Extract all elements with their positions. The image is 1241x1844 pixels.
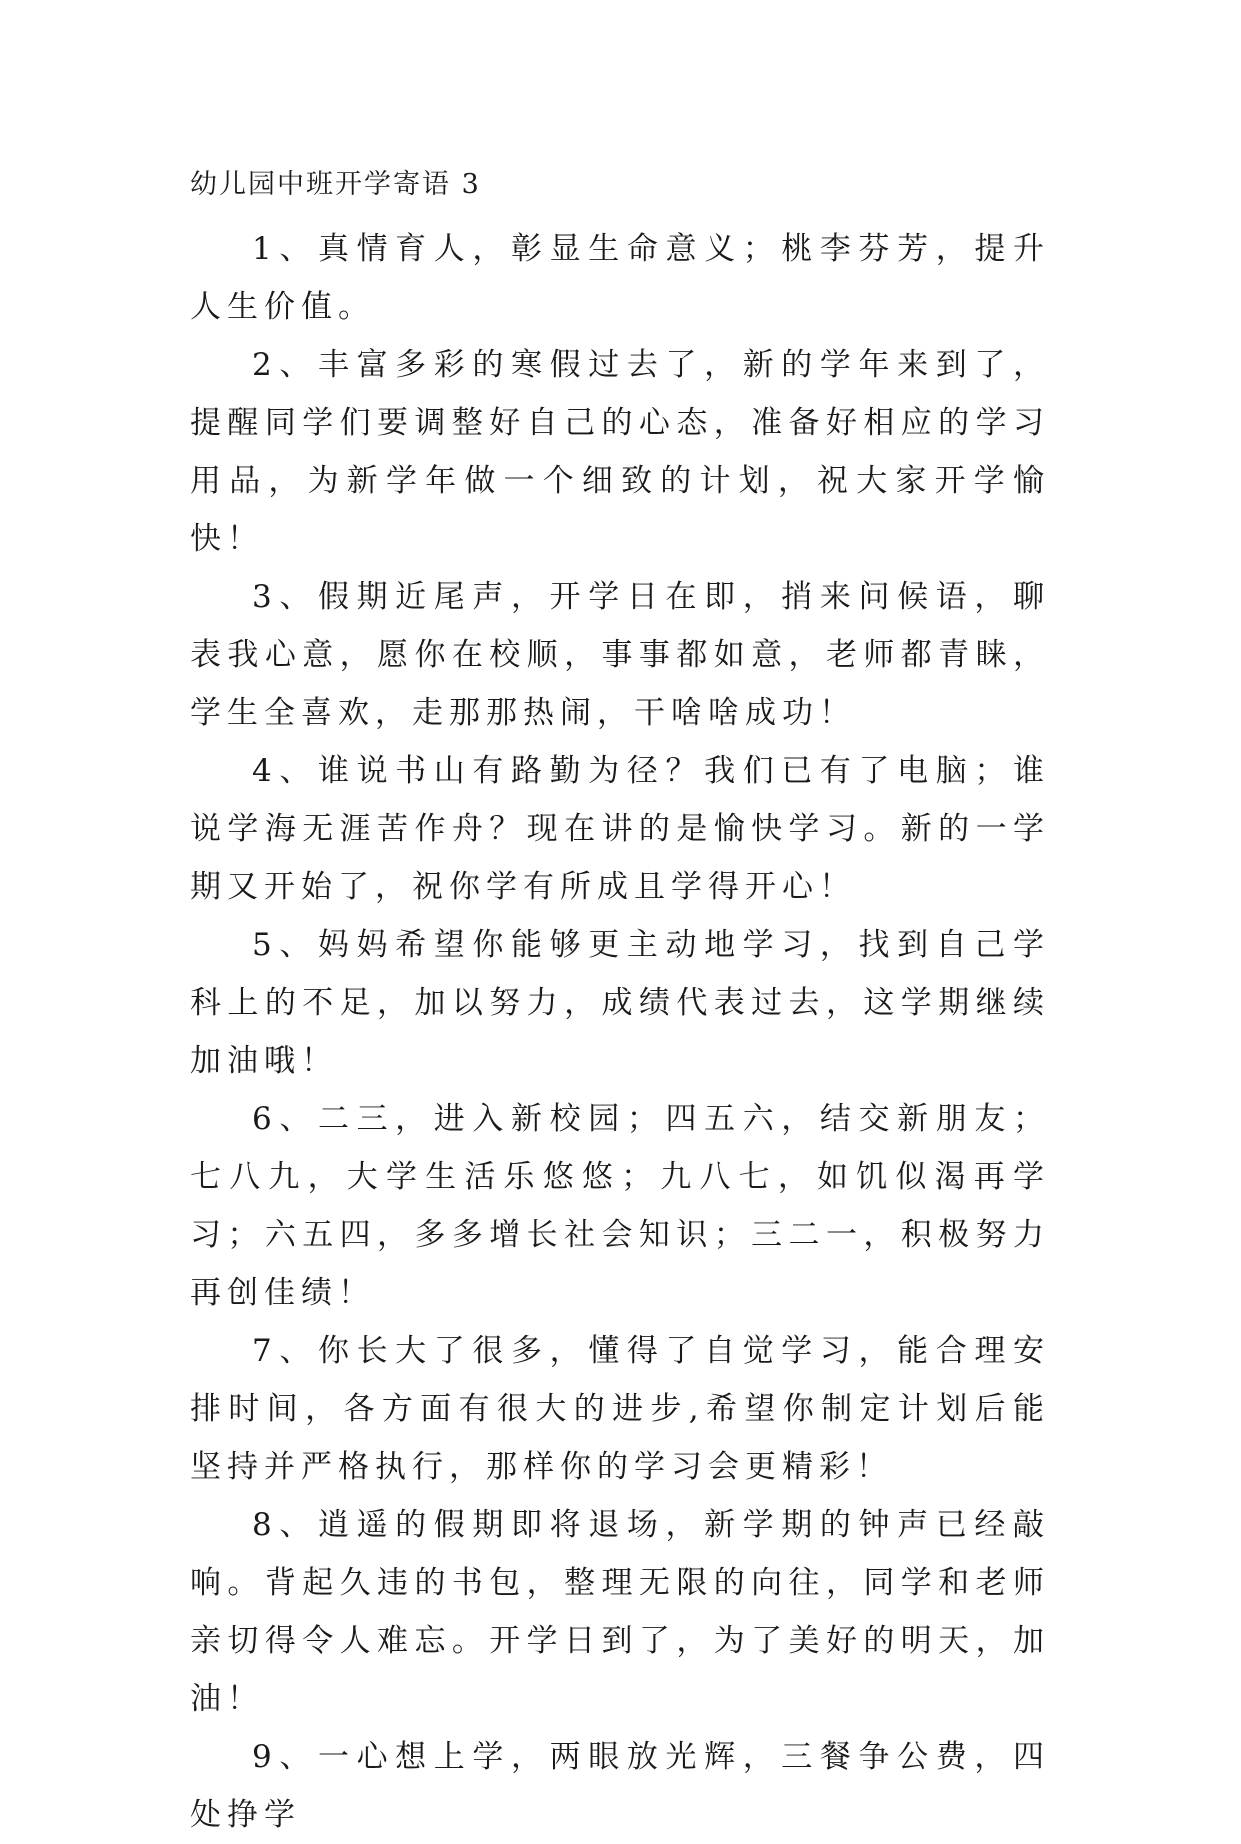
paragraph-1: 1、真情育人，彰显生命意义；桃李芬芳，提升人生价值。: [190, 231, 1050, 325]
document-title: 幼儿园中班开学寄语 3: [190, 169, 481, 200]
paragraph-5: 5、妈妈希望你能够更主动地学习，找到自己学科上的不足，加以努力，成绩代表过去，这学期继续加油哦！: [190, 927, 1050, 1079]
document-body: [190, 220, 1050, 1844]
paragraph-3: 3、假期近尾声，开学日在即，捎来问候语，聊表我心意，愿你在校顺，事事都如意，老师都青睐，学生全喜欢，走那那热闹，干啥啥成功！: [190, 579, 1050, 731]
paragraph-4: 4、谁说书山有路勤为径？我们已有了电脑；谁说学海无涯苦作舟？现在讲的是愉快学习。新的一学期又开始了，祝你学有所成且学得开心！: [190, 753, 1050, 905]
paragraph-2: 2、丰富多彩的寒假过去了，新的学年来到了，提醒同学们要调整好自己的心态，准备好相应的学习用品，为新学年做一个细致的计划，祝大家开学愉快！: [190, 347, 1050, 557]
paragraph-6: 6、二三，进入新校园；四五六，结交新朋友；七八九，大学生活乐悠悠；九八七，如饥似渴再学习；六五四，多多增长社会知识；三二一，积极努力再创佳绩！: [190, 1101, 1050, 1311]
paragraph-7: 7、你长大了很多，懂得了自觉学习，能合理安排时间，各方面有很大的进步,希望你制定计划后能坚持并严格执行，那样你的学习会更精彩！: [190, 1333, 1050, 1485]
paragraph-8: 8、逍遥的假期即将退场，新学期的钟声已经敲响。背起久违的书包，整理无限的向往，同学和老师亲切得令人难忘。开学日到了，为了美好的明天，加油！: [190, 1507, 1050, 1717]
paragraph-9: 9、一心想上学，两眼放光辉，三餐争公费，四处挣学: [190, 1739, 1050, 1833]
